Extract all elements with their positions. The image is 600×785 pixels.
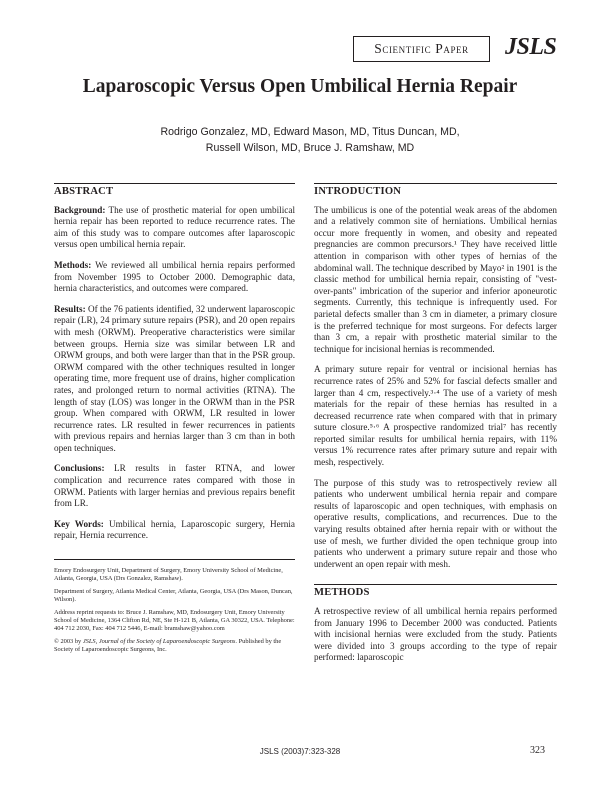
abstract-conclusions (54, 463, 295, 509)
abstract-methods (54, 260, 295, 295)
methods-heading: METHODS (314, 587, 370, 599)
introduction-heading: INTRODUCTION (314, 186, 402, 197)
methods-paragraph-1: A retrospective review of all umbilical hernia repairs performed from January 1996 to December 2000 was conducted. Patients with incisional hernias were excluded from the study. Patients were divided into 3 groups according to the type of repair performed: laparoscopic (314, 606, 557, 663)
journal-logo: JSLS (505, 34, 557, 60)
copyright-comma: , (95, 638, 99, 646)
background-label: Background: (54, 204, 106, 215)
affiliation-1: Emory Endosurgery Unit, Department of Surgery, Emory University School of Medicine, Atlanta, Georgia, USA (Drs Gonzalez, Ramshaw). (54, 567, 283, 583)
abstract-results (54, 304, 295, 455)
reprint-address: Address reprint requests to: Bruce J. Ramshaw, MD, Endosurgery Unit, Emory University School of Medicine, 1364 Clifton Rd, NE, Ste H-121 B, Atlanta, GA 30322, USA. Telephone: 404 712 2030, Fax: 404 712 5446, E-mail: bramshaw@yahoo.com (54, 609, 295, 633)
abstract-keywords (54, 519, 295, 542)
page-number: 323 (530, 745, 545, 756)
copyright-suffix: . Published by the Society of Laparoendoscopic Surgeons, Inc. (54, 638, 282, 654)
methods-text: We reviewed all umbilical hernia repairs performed from November 1995 to October 2000. Demographic data, hernia characteristics, and outcomes were compared. (54, 259, 295, 294)
affiliation-2: Department of Surgery, Atlanta Medical Center, Atlanta, Georgia, USA (Drs Mason, Duncan, Wilson). (54, 588, 293, 604)
abstract-heading: ABSTRACT (54, 186, 114, 197)
left-column (54, 183, 295, 659)
results-text: Of the 76 patients identified, 32 underwent laparoscopic repair (LR), 24 primary suture repairs (PSR), and 20 open repairs with mesh (ORWM). Preoperative characteristics were similar between groups. Hernia size was similar between LR and ORWM groups, and both were larger than that in the PSR group. ORWM compared with the other techniques resulted in longer operating time, more frequent use of drains, higher complication rates, and prolonged return to normal activities (RTNA). The length of stay (LOS) was longer in the ORWM than in the PSR group. When compared with ORWM, LR resulted in lower recurrence rates. LR resulted in fewer recurrences in patients with previous repairs and hernias larger than 3 cm than in both open techniques. (54, 303, 295, 453)
section-rule (54, 183, 295, 184)
copyright-prefix: © 2003 by (54, 638, 83, 646)
conclusions-label: Conclusions: (54, 463, 105, 474)
affiliations (54, 559, 295, 654)
abstract-background (54, 205, 295, 251)
section-rule (314, 183, 557, 184)
conclusions-text: LR results in faster RTNA, and lower complication and recurrence rates compared with those in ORWM. Patients with larger hernias and previous repairs benefit from LR. (54, 463, 295, 509)
copyright-notice (54, 638, 295, 654)
keywords-label: Key Words: (54, 518, 104, 529)
author-list (120, 124, 500, 156)
copyright-journal-name: Journal of the Society of Laparoendoscopic Surgeons (98, 638, 236, 646)
section-label: Scientific Paper (353, 36, 490, 62)
introduction-paragraph-3: The purpose of this study was to retrospectively review all patients who underwent umbilical hernia repair and compare results of laparoscopic and open techniques, with emphasis on operative results, complications, and recurrences. Due to the varying results obtained after hernia repair with or without the use of mesh, we further divided the open technique group into patients who underwent a primary suture repair and those who underwent an open repair with mesh. (314, 477, 557, 569)
section-rule (314, 584, 557, 585)
right-column (314, 183, 557, 673)
results-label: Results: (54, 303, 86, 314)
article-title: Laparoscopic Versus Open Umbilical Hernia Repair (82, 76, 518, 97)
introduction-paragraph-2: A primary suture repair for ventral or incisional hernias has recurrence rates of 25% and 52% for fascial defects smaller and larger than 4 cm, respectively.³·⁴ The use of a variety of mesh materials for the repair of these hernias has resulted in a decreased recurrence rate when compared with that in primary suture closure.⁵·⁶ A prospective randomized trial⁷ has recently reported similar results for umbilical hernia repairs, with 11% versus 1% recurrence rates after primary suture and repair with mesh, respectively. (314, 364, 557, 468)
footer-citation: JSLS (2003)7:323-328 (259, 747, 341, 756)
introduction-paragraph-1: The umbilicus is one of the potential weak areas of the abdomen and a relatively common site of herniations. Umbilical hernias occur more frequently in women, and obesity and repeated pregnancies are common precursors.¹ They have received little attention in comparison with other types of hernias of the abdominal wall. The technique described by Mayo² in 1901 is the classic method for umbilical hernia repair, consisting of "vest-over-pants" imbrication of the superior and inferior aponeurotic segments. Currently, this technique is infrequently used. For parietal defects smaller than 3 cm in diameter, a primary closure is the preferred technique for most surgeons. For defects larger than 3 cm, a repair with prosthetic material similar to the technique for incisional hernias is recommended. (314, 204, 557, 354)
background-text: The use of prosthetic material for open umbilical hernia repair has been reported to reduce recurrence rates. The aim of this study was to compare outcomes after laparoscopic versus open umbilical hernia repair. (54, 204, 295, 250)
methods-label: Methods: (54, 259, 92, 270)
author-line-1: Rodrigo Gonzalez, MD, Edward Mason, MD, Titus Duncan, MD, (160, 126, 460, 138)
copyright-journal-abbrev: JSLS (82, 638, 96, 646)
keywords-text: Umbilical hernia, Laparoscopic surgery, Hernia repair, Hernia recurrence. (54, 518, 296, 541)
author-line-2: Russell Wilson, MD, Bruce J. Ramshaw, MD (205, 142, 415, 154)
